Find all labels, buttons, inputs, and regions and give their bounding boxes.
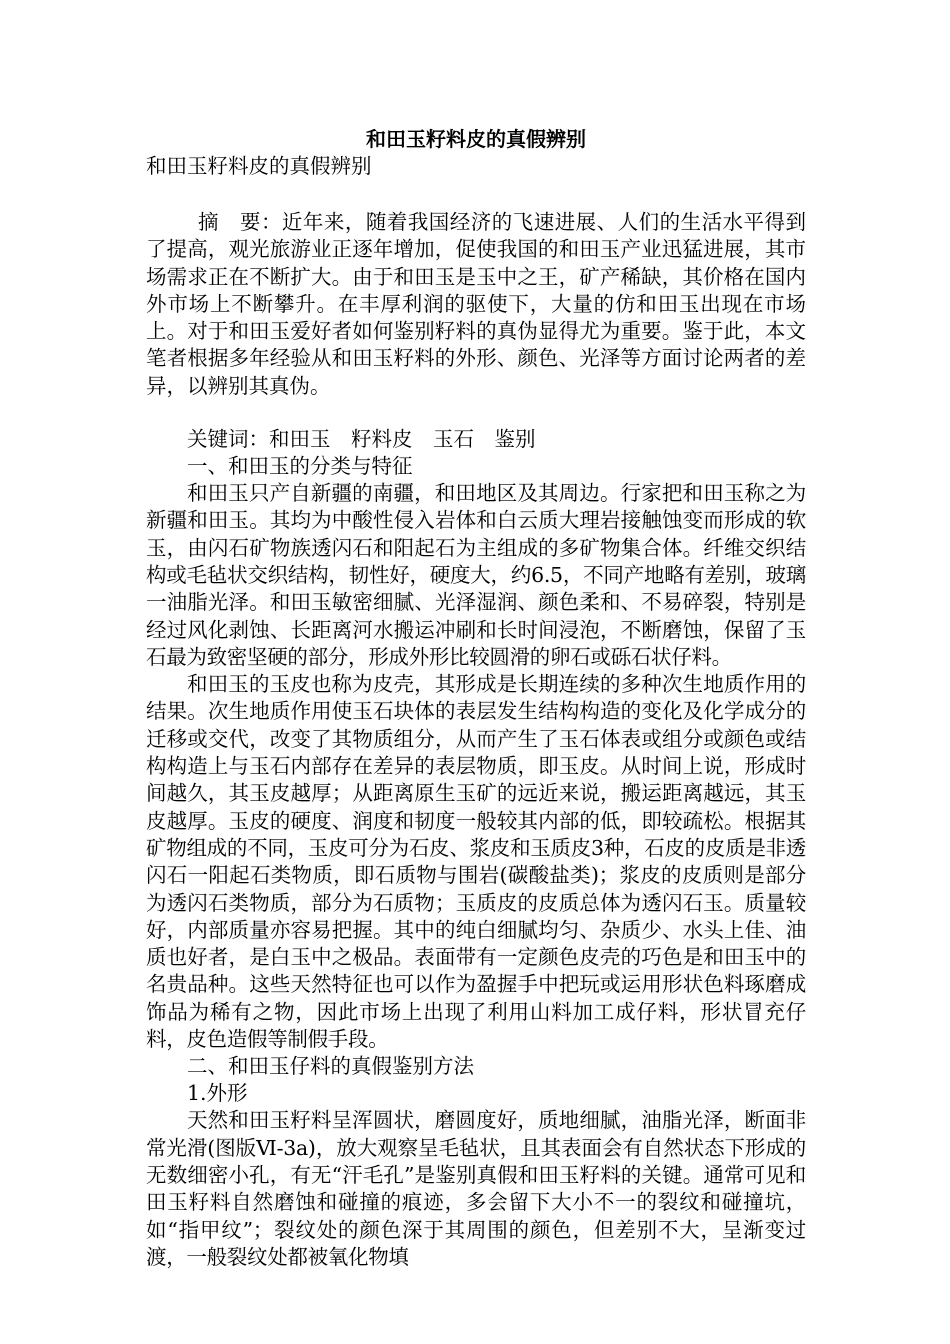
spacer xyxy=(146,180,806,209)
section2-paragraph-1: 天然和田玉籽料呈浑圆状，磨圆度好，质地细腻，油脂光泽，断面非常光滑(图版Ⅵ-3a)，放大观察呈毛毡状，且其表面会有自然状态下形成的无数细密小孔，有无“汗毛孔”是鉴别真假和田玉籽料的关键。通常可见和田玉籽料自然磨蚀和碰撞的痕迹，多会留下大小不一的裂纹和碰撞坑，如“指甲纹”；裂纹处的颜色深于其周围的颜色，但差别不大，呈渐变过渡，一般裂纹处都被氧化物填 xyxy=(146,1108,806,1269)
document-title: 和田玉籽料皮的真假辨别 xyxy=(366,127,586,151)
section1-paragraph-2: 和田玉的玉皮也称为皮壳，其形成是长期连续的多种次生地质作用的结果。次生地质作用使玉石块体的表层发生结构构造的变化及化学成分的迁移或交代，改变了其物质组分，从而产生了玉石体表或组分或颜色或结构构造上与玉石内部存在差异的表层物质，即玉皮。从时间上说，形成时间越久，其玉皮越厚；从距离原生玉矿的远近来说，搬运距离越远，其玉皮越厚。玉皮的硬度、润度和韧度一般较其内部的低，即较疏松。根据其矿物组成的不同，玉皮可分为石皮、浆皮和玉质皮3种，石皮的皮质是非透闪石一阳起石类物质，即石质物与围岩(碳酸盐类)；浆皮的皮质则是部分为透闪石类物质，部分为石质物；玉质皮的皮质总体为透闪石玉。质量较好，内部质量亦容易把握。其中的纯白细腻均匀、杂质少、水头上佳、油质也好者，是白玉中之极品。表面带有一定颜色皮壳的巧色是和田玉中的名贵品种。这些天然特征也可以作为盈握手中把玩或运用形状色料琢磨成饰品为稀有之物，因此市场上出现了利用山料加工成仔料，形状冒充仔料，皮色造假等制假手段。 xyxy=(146,672,806,1052)
section1-paragraph-1: 和田玉只产自新疆的南疆，和田地区及其周边。行家把和田玉称之为新疆和田玉。其均为中酸性侵入岩体和白云质大理岩接触蚀变而形成的软玉，由闪石矿物族透闪石和阳起石为主组成的多矿物集合体。纤维交织结构或毛毡状交织结构，韧性好，硬度大，约6.5，不同产地略有差别，玻璃一油脂光泽。和田玉敏密细腻、光泽湿润、颜色柔和、不易碎裂，特别是经过风化剥蚀、长距离河水搬运冲刷和长时间浸泡，不断磨蚀，保留了玉石最为致密坚硬的部分，形成外形比较圆滑的卵石或砾石状仔料。 xyxy=(146,481,806,669)
keywords-line: 关键词：和田玉 籽料皮 玉石 鉴别 xyxy=(187,427,536,452)
section1-heading: 一、和田玉的分类与特征 xyxy=(187,454,413,479)
spacer xyxy=(146,400,806,426)
document-subtitle: 和田玉籽料皮的真假辨别 xyxy=(146,154,372,178)
section2-subheading-shape: 1.外形 xyxy=(187,1081,248,1106)
section2-heading: 二、和田玉仔料的真假鉴别方法 xyxy=(187,1054,474,1079)
abstract-paragraph: 摘 要：近年来，随着我国经济的飞速进展、人们的生活水平得到了提高，观光旅游业正逐年增加，促使我国的和田玉产业迅猛进展，其市场需求正在不断扩大。由于和田玉是玉中之王，矿产稀缺，其价格在国内外市场上不断攀升。在丰厚利润的驱使下，大量的仿和田玉出现在市场上。对于和田玉爱好者如何鉴别籽料的真伪显得尤为重要。鉴于此，本文笔者根据多年经验从和田玉籽料的外形、颜色、光泽等方面讨论两者的差异，以辨别其真伪。 xyxy=(146,210,806,398)
document-page xyxy=(146,125,806,1271)
